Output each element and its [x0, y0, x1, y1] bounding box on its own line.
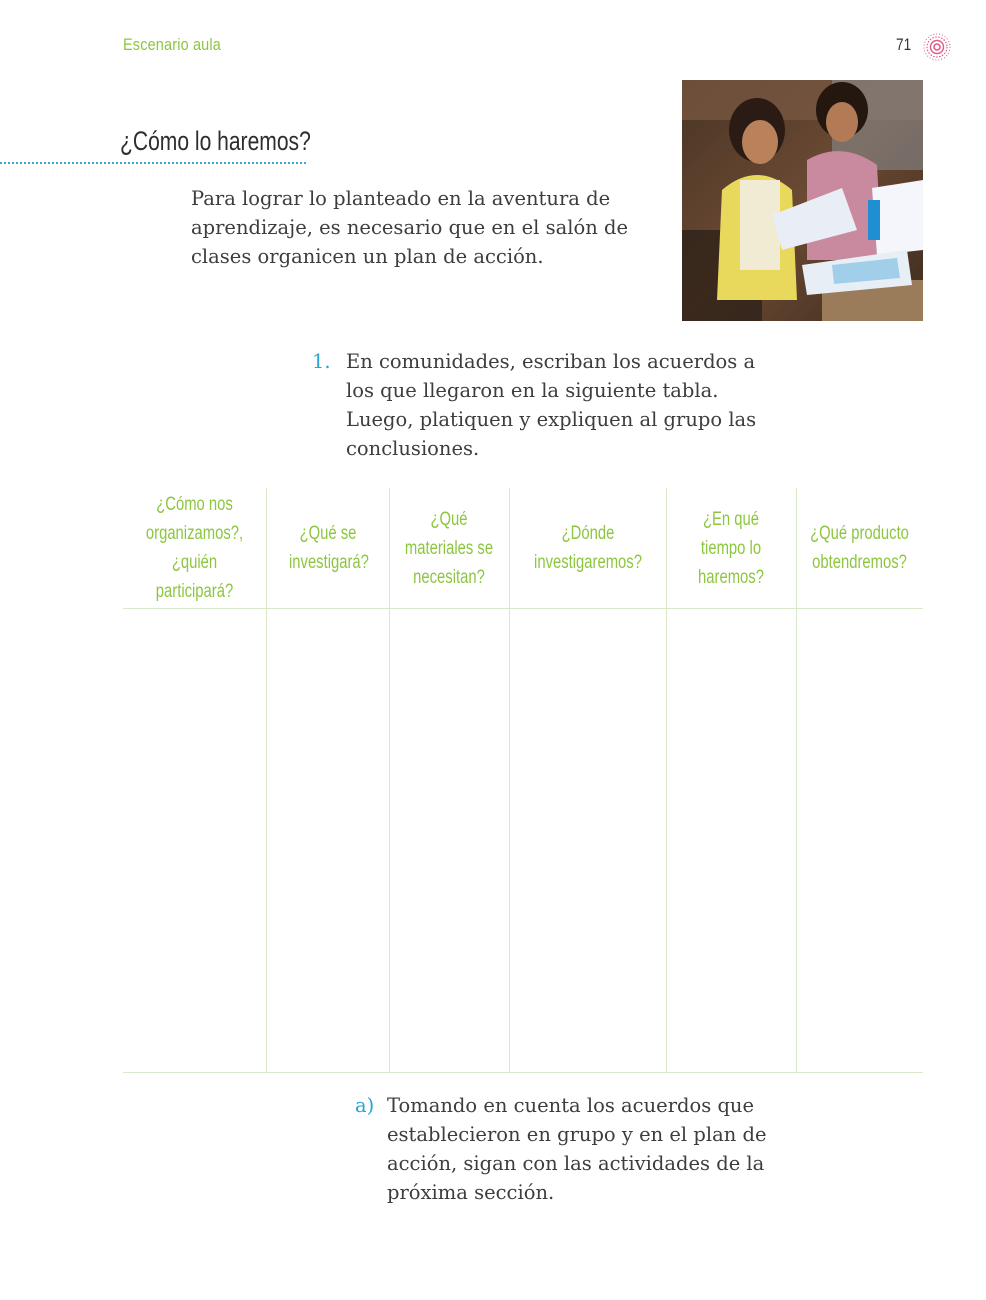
instruction-number: 1.	[312, 350, 331, 373]
followup-text: Tomando en cuenta los acuerdos que establecieron en grupo y en el plan de acción, sigan con las actividades de la próxima sección.	[387, 1094, 767, 1204]
followup-instruction	[355, 1091, 825, 1207]
header-product: ¿Qué producto obtendremos?	[810, 523, 909, 573]
classroom-photo	[682, 80, 923, 321]
followup-letter: a)	[355, 1094, 375, 1117]
header-timeframe: ¿En qué tiempo lo haremos?	[698, 508, 764, 588]
page-number: 71	[896, 35, 912, 54]
table-header-cell	[509, 488, 666, 608]
table-header-cell	[123, 488, 266, 608]
table-header-cell	[796, 488, 923, 608]
table-header-cell	[389, 488, 509, 608]
sun-ornament-icon	[922, 32, 952, 62]
table-header-cell	[266, 488, 389, 608]
action-plan-table	[123, 488, 923, 1074]
header-organization: ¿Cómo nos organizamos?, ¿quién participará?	[145, 494, 244, 602]
header-materials: ¿Qué materiales se necesitan?	[404, 508, 494, 588]
running-header: Escenario aula	[123, 35, 221, 54]
instruction-text: En comunidades, escriban los acuerdos a los que llegaron en la siguiente tabla. Luego, platiquen y expliquen al grupo las conclusiones.	[346, 350, 757, 460]
header-underline	[123, 608, 923, 609]
table-header-cell	[666, 488, 796, 608]
title-dotted-rule	[0, 162, 306, 164]
activity-instruction	[312, 347, 772, 463]
header-research-topic: ¿Qué se investigará?	[288, 523, 369, 573]
header-location: ¿Dónde investigaremos?	[533, 523, 642, 573]
table-bottom-line	[123, 1072, 923, 1073]
section-title: ¿Cómo lo haremos?	[120, 126, 311, 156]
intro-paragraph: Para lograr lo planteado en la aventura de aprendizaje, es necesario que en el salón de clases organicen un plan de acción.	[191, 187, 629, 268]
